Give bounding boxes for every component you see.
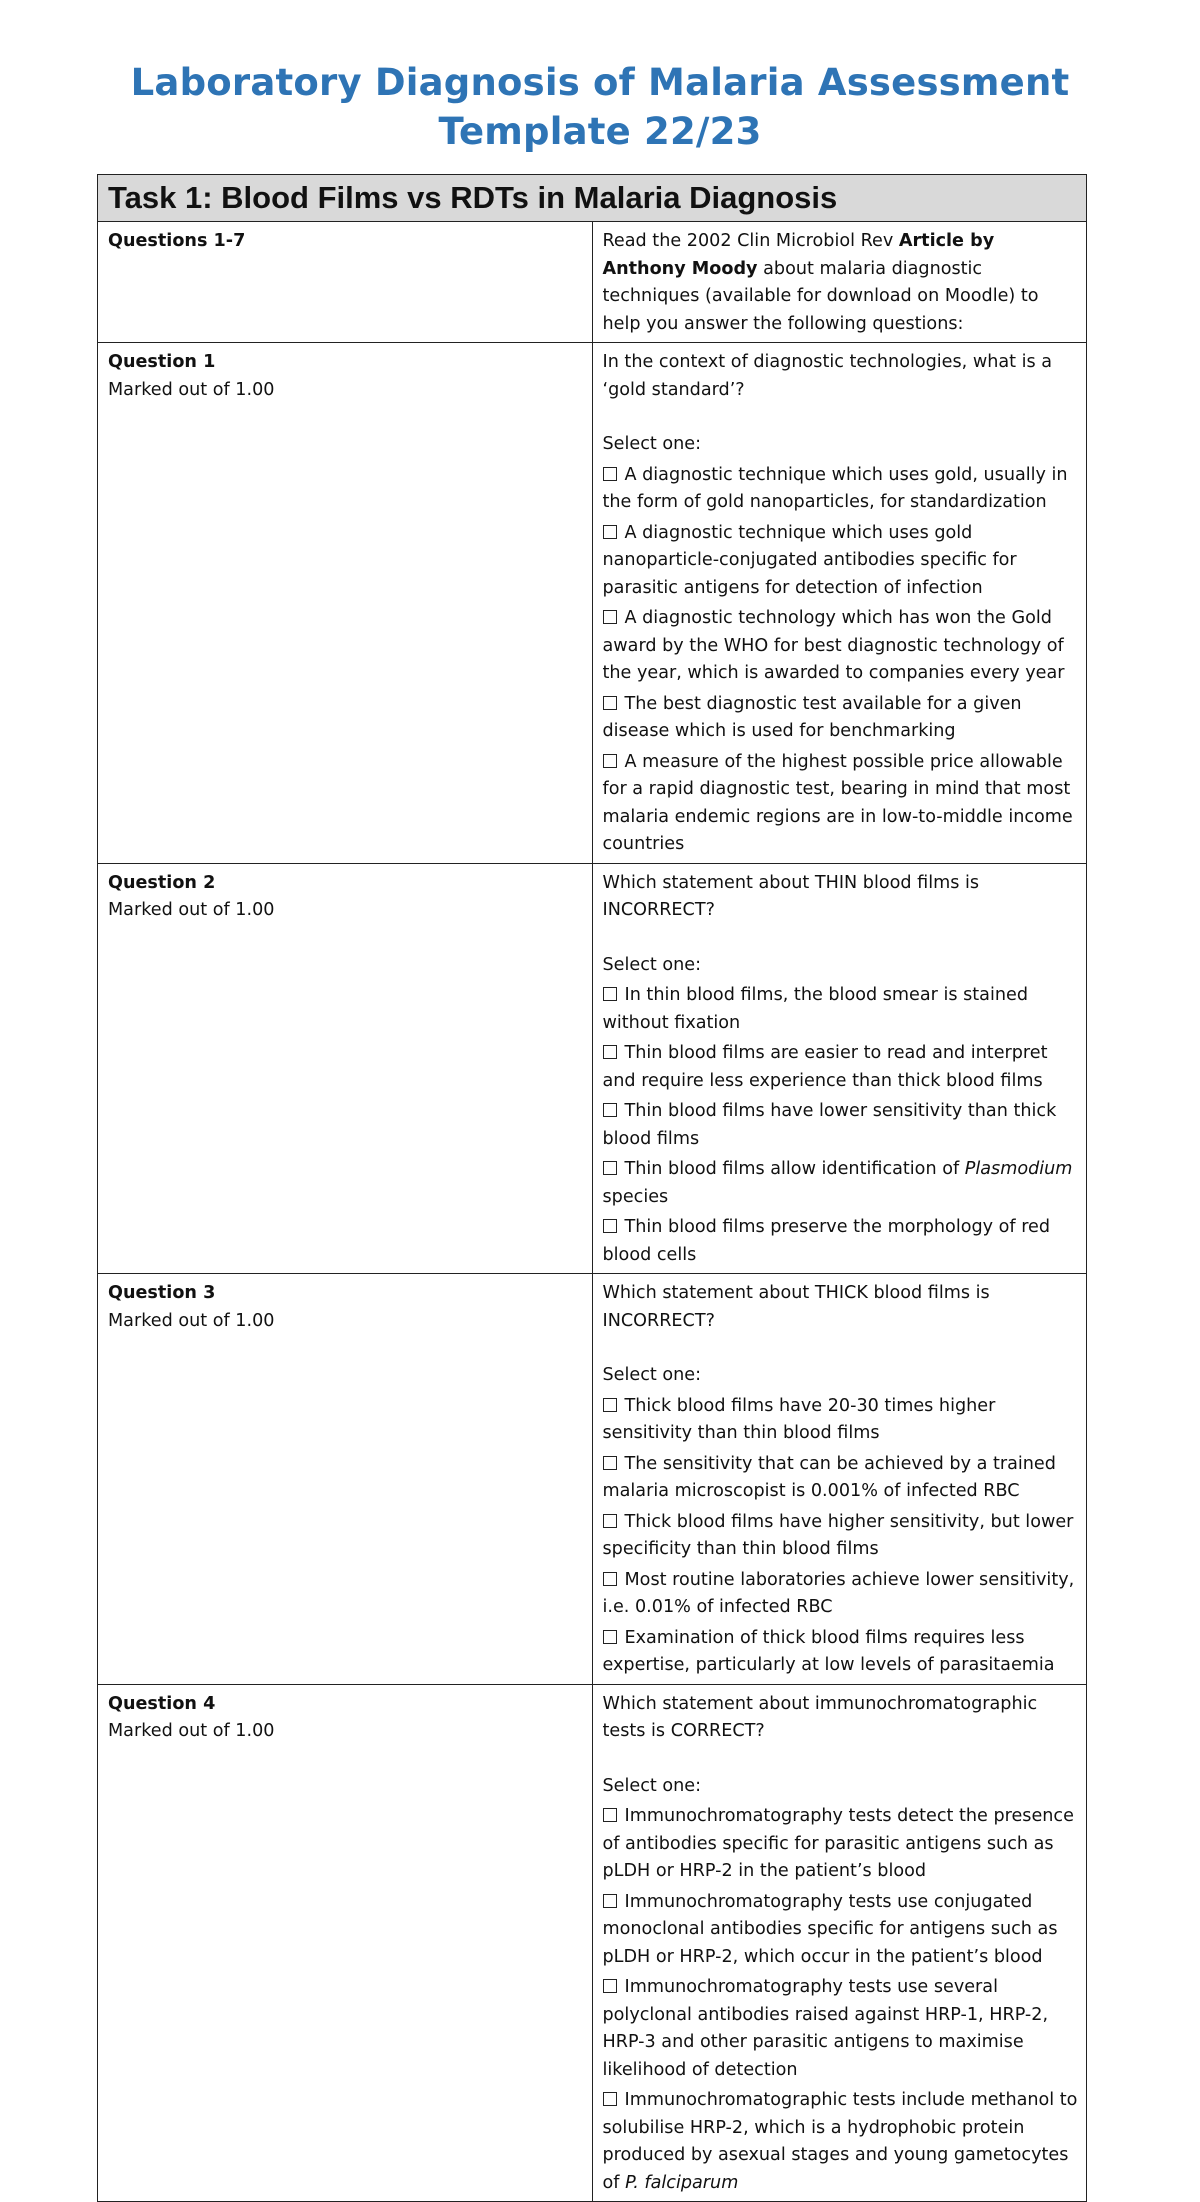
checkbox[interactable] bbox=[603, 1398, 617, 1412]
checkbox[interactable] bbox=[603, 1219, 617, 1233]
answer-option[interactable]: Thick blood films have 20-30 times higher sensitivity than thin blood films bbox=[602, 1395, 996, 1443]
species-name: P. falciparum bbox=[625, 2172, 739, 2193]
question-marks: Marked out of 1.00 bbox=[108, 1310, 275, 1331]
checkbox[interactable] bbox=[603, 1045, 617, 1059]
checkbox[interactable] bbox=[603, 696, 617, 710]
question-body bbox=[592, 1684, 1087, 2202]
question-label-cell bbox=[98, 343, 593, 864]
intro-article-author: Article by Anthony Moody bbox=[602, 231, 995, 279]
checkbox[interactable] bbox=[603, 1808, 617, 1822]
checkbox[interactable] bbox=[603, 2092, 617, 2106]
answer-option[interactable]: A measure of the highest possible price allowable for a rapid diagnostic test, bearing in mind that most malaria endemic regions are in low-to-middle income countries bbox=[602, 751, 1073, 854]
checkbox[interactable] bbox=[603, 1103, 617, 1117]
intro-label-cell bbox=[98, 222, 593, 343]
checkbox[interactable] bbox=[603, 1514, 617, 1528]
question-marks: Marked out of 1.00 bbox=[108, 900, 275, 920]
question-label-cell bbox=[98, 863, 593, 1274]
question-row-2 bbox=[98, 863, 1087, 1274]
title-line-1: Laboratory Diagnosis of Malaria Assessment bbox=[130, 61, 1070, 104]
answer-option[interactable]: Thin blood films preserve the morphology of red blood cells bbox=[602, 1217, 1051, 1265]
question-marks: Marked out of 1.00 bbox=[108, 379, 275, 400]
answer-option[interactable]: A diagnostic technique which uses gold nanoparticle-conjugated antibodies specific for parasitic antigens for detection of infection bbox=[602, 522, 1017, 598]
question-label-cell bbox=[98, 1684, 593, 2202]
checkbox[interactable] bbox=[603, 987, 617, 1001]
question-row-3 bbox=[98, 1274, 1087, 1685]
checkbox[interactable] bbox=[603, 610, 617, 624]
answer-option[interactable]: The best diagnostic test available for a given disease which is used for benchmarking bbox=[602, 693, 1022, 741]
intro-text-start: Read the 2002 Clin Microbiol Rev bbox=[602, 231, 899, 251]
checkbox[interactable] bbox=[603, 525, 617, 539]
select-one-label: Select one: bbox=[602, 954, 702, 975]
question-label: Question 3 bbox=[108, 1283, 216, 1303]
answer-option[interactable]: Most routine laboratories achieve lower sensitivity, i.e. 0.01% of infected RBC bbox=[602, 1569, 1075, 1617]
assessment-table bbox=[97, 174, 1087, 2202]
answer-option[interactable]: Thin blood films are easier to read and interpret and require less experience than thick blood films bbox=[602, 1043, 1048, 1091]
question-prompt: Which statement about THICK blood films is INCORRECT? bbox=[602, 1283, 990, 1331]
question-prompt: In the context of diagnostic technologies, what is a ‘gold standard’? bbox=[602, 352, 1053, 400]
answer-option[interactable]: Thin blood films allow identification of Plasmodium species bbox=[602, 1159, 1073, 1207]
answer-option[interactable]: Immunochromatography tests detect the presence of antibodies specific for parasitic antigens such as pLDH or HRP-2 in the patient’s blood bbox=[602, 1806, 1074, 1881]
question-prompt: Which statement about immunochromatographic tests is CORRECT? bbox=[602, 1693, 1038, 1741]
question-body bbox=[592, 1274, 1087, 1685]
question-prompt: Which statement about THIN blood films is INCORRECT? bbox=[602, 872, 980, 920]
select-one-label: Select one: bbox=[602, 434, 702, 454]
title-line-2: Template 22/23 bbox=[438, 110, 762, 153]
answer-option[interactable]: Thin blood films have lower sensitivity than thick blood films bbox=[602, 1101, 1057, 1149]
checkbox[interactable] bbox=[603, 1979, 617, 1993]
task-heading: Task 1: Blood Films vs RDTs in Malaria Diagnosis bbox=[98, 175, 1087, 222]
answer-option[interactable]: Thick blood films have higher sensitivity, but lower specificity than thin blood films bbox=[602, 1511, 1074, 1559]
question-row-4 bbox=[98, 1684, 1087, 2202]
question-row-1 bbox=[98, 343, 1087, 864]
checkbox[interactable] bbox=[603, 1894, 617, 1908]
question-marks: Marked out of 1.00 bbox=[108, 1721, 275, 1741]
question-label-cell bbox=[98, 1274, 593, 1685]
checkbox[interactable] bbox=[603, 1630, 617, 1644]
select-one-label: Select one: bbox=[602, 1365, 702, 1385]
question-label: Question 4 bbox=[108, 1693, 216, 1714]
checkbox[interactable] bbox=[603, 754, 617, 768]
intro-text-cell bbox=[592, 222, 1087, 343]
answer-option[interactable]: In thin blood films, the blood smear is stained without fixation bbox=[602, 985, 1028, 1033]
question-body bbox=[592, 863, 1087, 1274]
intro-label: Questions 1-7 bbox=[108, 231, 246, 251]
select-one-label: Select one: bbox=[602, 1775, 702, 1796]
checkbox[interactable] bbox=[603, 1572, 617, 1586]
answer-option[interactable]: Immunochromatography tests use conjugated monoclonal antibodies specific for antigens such as pLDH or HRP-2, which occur in the patient’s blood bbox=[602, 1891, 1058, 1967]
genus-name: Plasmodium bbox=[964, 1159, 1073, 1179]
intro-text-end: about malaria diagnostic techniques (available for download on Moodle) to help you answer the following questions: bbox=[602, 258, 1039, 334]
answer-option[interactable]: A diagnostic technique which uses gold, usually in the form of gold nanoparticles, for standardization bbox=[602, 464, 1068, 512]
question-label: Question 1 bbox=[108, 352, 216, 372]
checkbox[interactable] bbox=[603, 1161, 617, 1175]
question-body bbox=[592, 343, 1087, 864]
checkbox[interactable] bbox=[603, 467, 617, 481]
answer-option[interactable]: A diagnostic technology which has won the Gold award by the WHO for best diagnostic technology of the year, which is awarded to companies every year bbox=[602, 608, 1065, 683]
page-title bbox=[0, 58, 1200, 156]
answer-option[interactable]: Immunochromatographic tests include methanol to solubilise HRP-2, which is a hydrophobic protein produced by asexual stages and young gametocytes of P. falciparum bbox=[602, 2090, 1078, 2193]
answer-option[interactable]: The sensitivity that can be achieved by a trained malaria microscopist is 0.001% of infected RBC bbox=[602, 1453, 1056, 1501]
question-label: Question 2 bbox=[108, 872, 216, 893]
checkbox[interactable] bbox=[603, 1456, 617, 1470]
answer-option[interactable]: Immunochromatography tests use several polyclonal antibodies raised against HRP-1, HRP-2, HRP-3 and other parasitic antigens to maximise likelihood of detection bbox=[602, 1977, 1049, 2080]
answer-option[interactable]: Examination of thick blood films requires less expertise, particularly at low levels of parasitaemia bbox=[602, 1627, 1055, 1675]
intro-row bbox=[98, 222, 1087, 343]
